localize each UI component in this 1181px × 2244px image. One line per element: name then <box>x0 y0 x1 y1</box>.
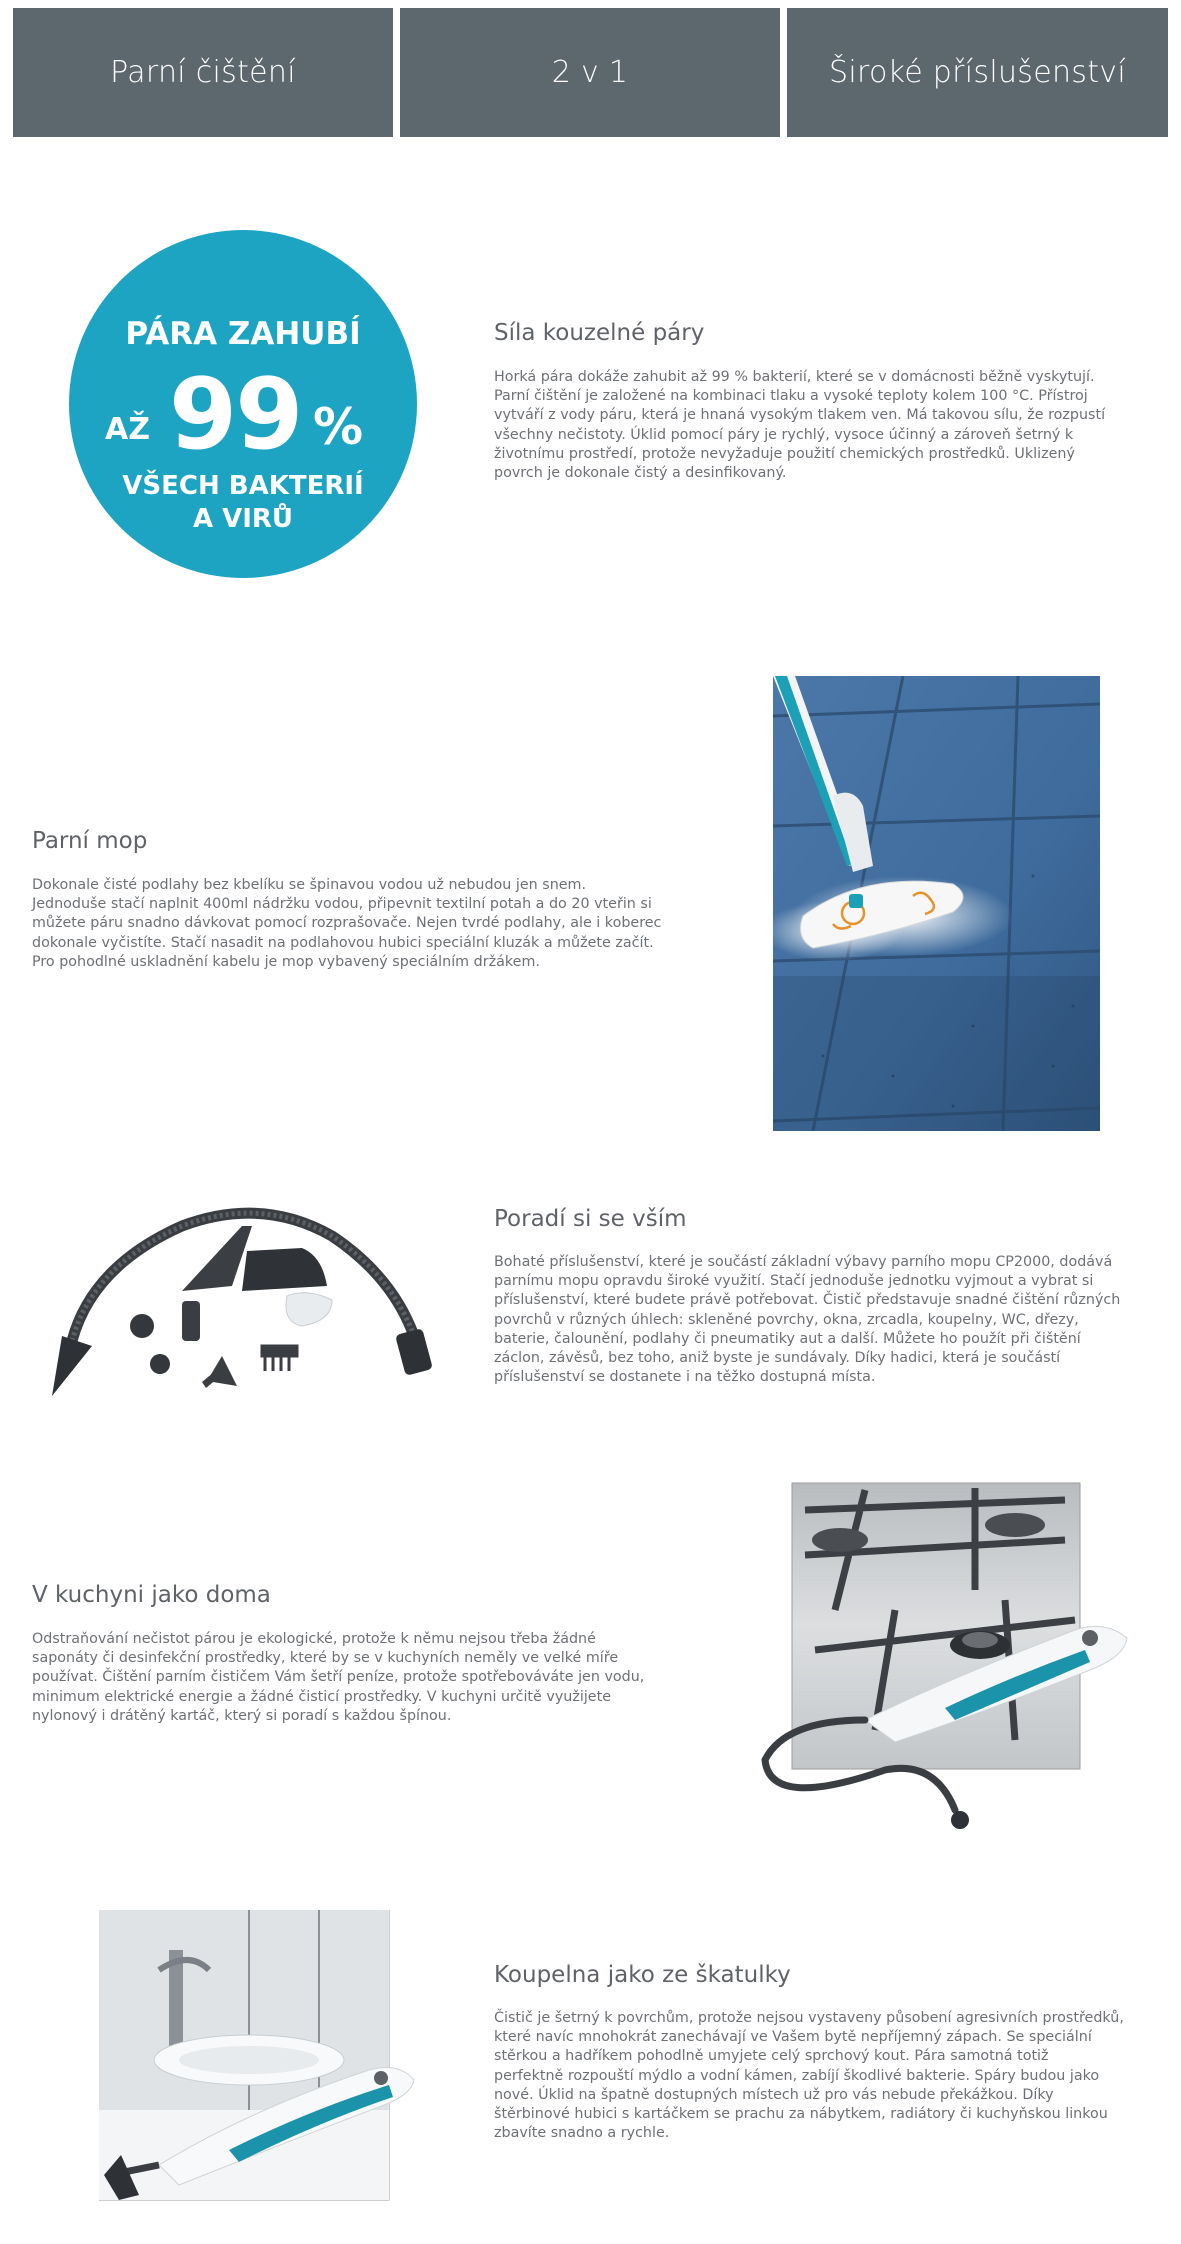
tab-accessories[interactable] <box>787 8 1168 137</box>
kitchen-photo <box>745 1480 1138 1835</box>
bacteria-badge <box>69 230 417 578</box>
text-line: Jednoduše stačí naplnit 400ml nádržku vodou, připevnit textilní potah a do 20 vteřin si <box>32 896 652 913</box>
section-title-bathroom: Koupelna jako ze škatulky <box>494 1962 791 1988</box>
text-line: Horká pára dokáže zahubit až 99 % bakterií, které se v domácnosti běžně vyskytují. <box>494 369 1095 385</box>
badge-line3 <box>69 470 417 536</box>
badge-prefix: AŽ <box>105 412 150 447</box>
text-line: můžete páru snadno dávkovat pomocí rozprašovače. Nejen tvrdé podlahy, ale i koberec <box>32 915 662 932</box>
text-line: Odstraňování nečistot párou je ekologické, protože k němu nejsou třeba žádné <box>32 1631 596 1647</box>
text-line: saponáty či desinfekční prostředky, které by se v kuchyních neměly ve velké míře <box>32 1650 619 1667</box>
text-line: minimum elektrické energie a žádné čisticí prostředky. V kuchyni určitě využijete <box>32 1688 611 1705</box>
badge-percent: % <box>313 398 364 456</box>
text-line: které navíc mnohokrát zanechávají ve Vašem bytě nepříjemný zápach. Se speciální <box>494 2029 1092 2046</box>
badge-line3b: A VIRŮ <box>192 504 294 534</box>
section-text-steam-power <box>494 368 1174 483</box>
badge-line1: PÁRA ZAHUBÍ <box>125 316 361 352</box>
text-line: vytváří z vody páru, která je hnaná vysokým tlakem ven. Má takovou sílu, že rozpustí <box>494 407 1106 424</box>
text-line: povrch je dokonale čistý a desinfikovaný. <box>494 465 787 482</box>
tab-label: Parní čištění <box>110 55 296 90</box>
text-line: baterie, čalounění, podlahy či pneumatiky aut a další. Můžete ho použít při čištění <box>494 1330 1081 1347</box>
text-line: používat. Čištění parním čističem Vám šetří peníze, protože spotřebováváte jen vodu, <box>32 1669 645 1686</box>
text-line: štěrbinové hubici s kartáčkem se prachu za nábytkem, radiátory či kuchyňskou linkou <box>494 2106 1108 2123</box>
tab-steam-cleaning[interactable] <box>13 8 393 137</box>
accessories-photo <box>32 1196 452 1406</box>
section-title-accessories: Poradí si se vším <box>494 1206 687 1232</box>
section-text-steam-mop <box>32 876 712 972</box>
badge-number: 99 <box>169 358 302 472</box>
text-line: Dokonale čisté podlahy bez kbelíku se špinavou vodou už nebudou jen snem. <box>32 877 587 893</box>
section-title-kitchen: V kuchyni jako doma <box>32 1582 271 1608</box>
section-text-accessories <box>494 1253 1174 1387</box>
text-line: příslušenství, které budete právě potřebovat. Čistič představuje snadné čištění různých <box>494 1292 1121 1309</box>
feature-tabs <box>13 8 1168 137</box>
text-line: nylonový i drátěný kartáč, který si poradí s každou špínou. <box>32 1707 452 1724</box>
section-title-steam-power: Síla kouzelné páry <box>494 320 705 346</box>
tab-label: Široké příslušenství <box>829 55 1126 90</box>
text-line: Čistič je šetrný k povrchům, protože nejsou vystaveny působení agresivních prostředků, <box>494 2010 1124 2026</box>
steam-mop-photo <box>773 676 1100 1131</box>
text-line: povrchů v různých úhlech: skleněné povrchy, okna, zrcadla, koupelny, WC, dřezy, <box>494 1311 1079 1328</box>
bathroom-photo <box>99 1910 419 2206</box>
text-line: Bohaté příslušenství, které je součástí základní výbavy parního mopu CP2000, dodává <box>494 1254 1113 1270</box>
badge-line3a: VŠECH BAKTERIÍ <box>122 471 364 501</box>
section-text-kitchen <box>32 1630 712 1726</box>
text-line: dokonale vyčistíte. Stačí nasadit na podlahovou hubici speciální kluzák a můžete začít. <box>32 934 654 951</box>
text-line: nové. Úklid na špatně dostupných místech už pro vás nebude překážkou. Díky <box>494 2086 1054 2103</box>
text-line: Pro pohodlné uskladnění kabelu je mop vybavený speciálním držákem. <box>32 953 540 970</box>
tab-label: 2 v 1 <box>551 55 629 90</box>
text-line: životnímu prostředí, protože nevyžaduje použití chemických prostředků. Uklizený <box>494 445 1075 462</box>
text-line: příslušenství se dostanete i na těžko dostupná místa. <box>494 1369 876 1386</box>
text-line: perfektně rozpouští mýdlo a vodní kámen, zabíjí škodlivé bakterie. Spáry budou jako <box>494 2067 1100 2084</box>
section-title-steam-mop: Parní mop <box>32 828 148 854</box>
tab-2-in-1[interactable] <box>400 8 780 137</box>
text-line: stěrkou a hadříkem pohodlně umyjete celý sprchový kout. Pára samotná totiž <box>494 2048 1049 2065</box>
text-line: zbavíte snadno a rychle. <box>494 2125 670 2142</box>
text-line: parnímu mopu opravdu široké využití. Stačí jednoduše jednotku vyjmout a vybrat si <box>494 1273 1094 1290</box>
text-line: Parní čištění je založené na kombinaci tlaku a vysoké teploty kolem 100 °C. Přístroj <box>494 388 1088 405</box>
section-text-bathroom <box>494 2009 1174 2143</box>
text-line: záclon, závěsů, bez toho, aniž byste je sundávaly. Díky hadici, která je součástí <box>494 1350 1061 1367</box>
text-line: všechny nečistoty. Úklid pomocí páry je rychlý, vysoce účinný a zároveň šetrný k <box>494 426 1074 443</box>
